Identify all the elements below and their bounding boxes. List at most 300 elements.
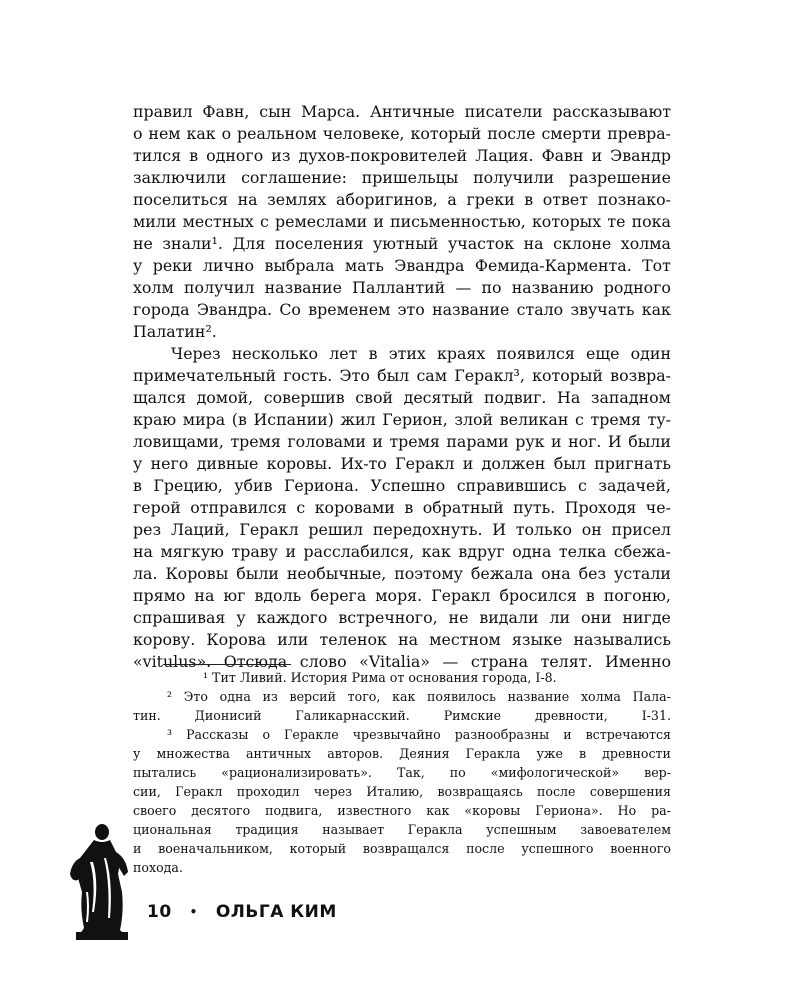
text-line xyxy=(133,563,671,585)
word: как xyxy=(421,542,451,561)
word: Герион, xyxy=(382,410,448,429)
footnote-word: сии, xyxy=(133,784,161,799)
word: задачей, xyxy=(598,476,671,495)
word: лет xyxy=(329,344,358,363)
word: этих xyxy=(388,344,426,363)
word: погоню, xyxy=(603,586,671,605)
footnote-word: как xyxy=(426,803,450,818)
word: греки xyxy=(466,190,515,209)
word: и xyxy=(462,454,474,473)
word: поселиться xyxy=(133,190,228,209)
word: землях xyxy=(267,190,327,209)
word: десятый xyxy=(403,388,474,407)
word: Через xyxy=(171,344,221,363)
word: коровы. xyxy=(266,454,333,473)
footnote-word: возвращаясь xyxy=(437,784,523,799)
word: ног. xyxy=(568,432,602,451)
word: На xyxy=(557,388,581,407)
word: Фавн, xyxy=(202,102,250,121)
word: родного xyxy=(603,278,671,297)
word: нигде xyxy=(622,608,671,627)
word: появился xyxy=(496,344,575,363)
author-name: ОЛЬГА КИМ xyxy=(215,902,337,922)
footnote-word: Рассказы xyxy=(186,727,249,742)
word: И xyxy=(492,520,507,539)
word: как xyxy=(641,300,671,319)
word: дивные xyxy=(196,454,259,473)
word: получили xyxy=(473,168,555,187)
footnote-word: встречаются xyxy=(585,727,671,742)
word: — xyxy=(455,278,472,297)
word: передохнуть. xyxy=(372,520,483,539)
text-line xyxy=(133,431,671,453)
word: названию xyxy=(511,278,594,297)
word: парами xyxy=(446,432,509,451)
word: лично xyxy=(202,256,255,275)
word: в xyxy=(585,586,595,605)
word: познако- xyxy=(597,190,671,209)
footnote-line xyxy=(133,782,671,801)
word: коровами xyxy=(314,498,395,517)
word: которых xyxy=(531,212,602,231)
footnote-word: «коровы xyxy=(464,803,521,818)
word: местных xyxy=(182,212,254,231)
word: а xyxy=(447,190,457,209)
text-line xyxy=(133,519,671,541)
footnote-word: ¹ Тит Ливий. История Рима от основания города, I-8. xyxy=(203,670,557,685)
word: пришельцы xyxy=(361,168,459,187)
word: Тот xyxy=(642,256,671,275)
footnote-word: Геракла xyxy=(465,746,521,761)
footer-bullet: • xyxy=(189,905,198,919)
word: человеке, xyxy=(322,124,405,143)
footnote-word: Геракла xyxy=(407,822,463,837)
word: головами xyxy=(287,432,366,451)
word: прямо xyxy=(133,586,186,605)
word: сын xyxy=(259,102,292,121)
footnote-word: который xyxy=(289,841,347,856)
word: местном xyxy=(429,630,501,649)
word: совершив xyxy=(263,388,345,407)
word: ли xyxy=(549,608,571,627)
word: в xyxy=(404,498,414,517)
body-text xyxy=(133,101,671,673)
word: в xyxy=(189,146,199,165)
footnote-word: Дионисий xyxy=(194,708,262,723)
word: спрашивая xyxy=(133,608,226,627)
footnote-word: в xyxy=(578,746,587,761)
text-line xyxy=(133,321,671,343)
word: поэтому xyxy=(394,564,463,583)
word: это xyxy=(397,300,425,319)
text-line xyxy=(133,233,671,255)
footnote-word: Геракле xyxy=(284,727,339,742)
footnote-word: военачальником, xyxy=(158,841,273,856)
word: че- xyxy=(645,498,671,517)
word: пока xyxy=(631,212,671,231)
word: «Vitalia» xyxy=(359,652,430,671)
word: без xyxy=(578,564,607,583)
word: с xyxy=(259,212,269,231)
word: Геракл xyxy=(431,586,491,605)
footnote-word: Деяния xyxy=(399,746,450,761)
word: жил xyxy=(340,410,376,429)
footnote-line xyxy=(133,858,671,877)
word: уютный xyxy=(373,234,439,253)
word: злой xyxy=(454,410,494,429)
word: и xyxy=(372,432,383,451)
word: Фемида-Кармента. xyxy=(474,256,632,275)
text-line xyxy=(133,585,671,607)
word: тремя xyxy=(590,410,641,429)
word: языке xyxy=(511,630,563,649)
word: возвра- xyxy=(610,366,671,385)
word: каждого xyxy=(256,608,328,627)
word: по xyxy=(481,278,502,297)
word: или xyxy=(277,630,309,649)
word: Эвандр xyxy=(610,146,671,165)
footnote-word: Так, xyxy=(396,765,425,780)
footnote-line xyxy=(133,801,671,820)
word: не xyxy=(133,234,153,253)
word: на xyxy=(523,234,544,253)
word: который xyxy=(410,124,482,143)
word: Это xyxy=(339,366,370,385)
word: Эвандра xyxy=(394,256,465,275)
word: были xyxy=(236,564,279,583)
word: Отсюда xyxy=(223,652,288,671)
word: путь. xyxy=(513,498,556,517)
word: одна xyxy=(512,542,552,561)
text-line xyxy=(133,365,671,387)
footnote-word: по xyxy=(449,765,466,780)
footnote-word: известного xyxy=(337,803,412,818)
word: (в xyxy=(231,410,247,429)
word: мира xyxy=(182,410,226,429)
word: берега xyxy=(310,586,367,605)
word: сам xyxy=(416,366,447,385)
footnote-word: ³ xyxy=(167,727,173,742)
word: вдруг xyxy=(458,542,505,561)
word: бросился xyxy=(499,586,577,605)
word: слово xyxy=(299,652,347,671)
word: видали xyxy=(479,608,539,627)
word: название xyxy=(432,300,510,319)
footnote-word: из xyxy=(262,689,278,704)
word: Фавн xyxy=(541,146,584,165)
word: соглашение: xyxy=(241,168,347,187)
footnote-word: после xyxy=(466,841,505,856)
footnote-word: Пала- xyxy=(632,689,671,704)
word: краю xyxy=(133,410,177,429)
word: реки xyxy=(152,256,193,275)
word: с xyxy=(578,476,587,495)
word: на xyxy=(398,630,419,649)
text-line xyxy=(133,101,671,123)
footnote-word: античных xyxy=(246,746,312,761)
word: присел xyxy=(611,520,671,539)
word: который xyxy=(532,366,603,385)
text-line xyxy=(133,277,671,299)
word: тремя xyxy=(230,432,281,451)
footnote-word: десятого xyxy=(191,803,251,818)
word: решил xyxy=(308,520,364,539)
word: должен xyxy=(481,454,546,473)
word: И xyxy=(607,432,622,451)
word: и xyxy=(551,432,562,451)
word: моря. xyxy=(375,586,423,605)
footnote-word: авторов. xyxy=(327,746,384,761)
footnote-word: циональная xyxy=(133,822,212,837)
word: у xyxy=(236,608,246,627)
word: духов-покровителей xyxy=(298,146,468,165)
word: ту- xyxy=(647,410,671,429)
footnote-line xyxy=(133,725,671,744)
word: траву xyxy=(231,542,278,561)
roman-statue-icon xyxy=(66,822,132,944)
footnote-word: традиция xyxy=(235,822,299,837)
word: на xyxy=(237,190,258,209)
page-footer xyxy=(147,902,337,922)
word: нем xyxy=(148,124,181,143)
word: несколько xyxy=(231,344,319,363)
word: был xyxy=(553,454,586,473)
word: знали¹. xyxy=(162,234,223,253)
word: склоне xyxy=(553,234,612,253)
word: справившись xyxy=(456,476,567,495)
word: Коровы xyxy=(165,564,229,583)
word: стало xyxy=(516,300,564,319)
word: в xyxy=(133,476,142,495)
word: теленок xyxy=(319,630,387,649)
word: него xyxy=(150,454,189,473)
footnote-word: уже xyxy=(536,746,563,761)
footnote-word: вер- xyxy=(644,765,671,780)
word: свой xyxy=(355,388,393,407)
word: необычные, xyxy=(286,564,387,583)
footnote-word: и xyxy=(133,841,142,856)
word: пригнать xyxy=(594,454,671,473)
word: название xyxy=(264,278,342,297)
footnote-word: подвига, xyxy=(265,803,323,818)
footnote-word: военного xyxy=(610,841,671,856)
word: Геракл xyxy=(239,520,299,539)
word: Палатин². xyxy=(133,322,217,341)
word: выбрала xyxy=(264,256,335,275)
word: аборигинов, xyxy=(335,190,438,209)
word: писатели xyxy=(464,102,543,121)
footnote-word: тин. xyxy=(133,708,161,723)
footnote-line xyxy=(133,839,671,858)
word: тремя xyxy=(389,432,440,451)
footnote-word: через xyxy=(313,784,353,799)
word: письменностью, xyxy=(390,212,526,231)
footnote-word: проходил xyxy=(236,784,300,799)
footnote-word: у xyxy=(133,746,141,761)
word: в xyxy=(524,190,534,209)
word: мили xyxy=(133,212,177,231)
word: один xyxy=(630,344,671,363)
word: заключили xyxy=(133,168,227,187)
word: она xyxy=(541,564,571,583)
footnote-word: того, xyxy=(347,689,381,704)
footnote-word: древности, xyxy=(535,708,608,723)
footnote-word: множества xyxy=(156,746,230,761)
word: отправился xyxy=(190,498,287,517)
word: не xyxy=(448,608,469,627)
text-line xyxy=(133,211,671,233)
text-line xyxy=(133,387,671,409)
word: Геракл³, xyxy=(454,366,525,385)
footnote-line xyxy=(133,668,671,687)
footnote-word: о xyxy=(262,727,271,742)
word: смерти xyxy=(541,124,602,143)
footnote-line xyxy=(133,744,671,763)
text-line xyxy=(133,123,671,145)
word: корову. xyxy=(133,630,196,649)
word: щался xyxy=(133,388,186,407)
word: холм xyxy=(133,278,174,297)
word: и xyxy=(591,146,603,165)
footnote-word: как xyxy=(392,689,416,704)
footnote-word: Геракл xyxy=(175,784,223,799)
footnote-word: успешного xyxy=(521,841,594,856)
word: «vitulus». xyxy=(133,652,212,671)
footnote-word: называет xyxy=(322,822,385,837)
word: примечательный xyxy=(133,366,277,385)
word: о xyxy=(133,124,143,143)
word: мать xyxy=(344,256,384,275)
word: обратный xyxy=(422,498,504,517)
footnote-word: Италию, xyxy=(366,784,424,799)
text-line xyxy=(133,299,671,321)
word: телка xyxy=(558,542,607,561)
footnote-word: совершения xyxy=(589,784,671,799)
word: в xyxy=(368,344,378,363)
footnote-line xyxy=(133,763,671,782)
word: Испании) xyxy=(253,410,334,429)
text-line xyxy=(133,343,671,365)
page-number: 10 xyxy=(147,902,172,922)
word: Лаций, xyxy=(170,520,230,539)
word: ответ xyxy=(542,190,588,209)
word: тился xyxy=(133,146,182,165)
word: вдоль xyxy=(254,586,302,605)
word: Лация. xyxy=(475,146,534,165)
word: герой xyxy=(133,498,181,517)
word: страна xyxy=(470,652,528,671)
word: города xyxy=(133,300,190,319)
footnote-word: ² xyxy=(167,689,173,704)
word: был xyxy=(377,366,410,385)
footnote-word: пытались xyxy=(133,765,197,780)
footnote-word: Это xyxy=(183,689,208,704)
word: о xyxy=(221,124,232,143)
text-line xyxy=(133,475,671,497)
word: превра- xyxy=(607,124,671,143)
footnote-word: своего xyxy=(133,803,177,818)
text-line xyxy=(133,453,671,475)
word: ремеслами xyxy=(275,212,368,231)
word: они xyxy=(580,608,612,627)
footnote-word: «рационализировать». xyxy=(221,765,372,780)
word: Со xyxy=(279,300,301,319)
word: сбежа- xyxy=(613,542,671,561)
word: и xyxy=(373,212,384,231)
word: Античные xyxy=(370,102,455,121)
word: из xyxy=(271,146,291,165)
word: Именно xyxy=(605,652,671,671)
word: убив xyxy=(234,476,273,495)
footnote-word: Но xyxy=(617,803,637,818)
word: только xyxy=(515,520,573,539)
word: поселения xyxy=(274,234,364,253)
word: холма xyxy=(620,234,671,253)
text-line xyxy=(133,409,671,431)
word: правил xyxy=(133,102,193,121)
footnote-word: I-31. xyxy=(641,708,671,723)
word: Их-то xyxy=(340,454,387,473)
footnote-word: завоевателем xyxy=(580,822,671,837)
word: западном xyxy=(590,388,671,407)
text-line xyxy=(133,167,671,189)
word: получил xyxy=(184,278,255,297)
word: были xyxy=(628,432,671,451)
footnote-word: после xyxy=(537,784,576,799)
word: устали xyxy=(614,564,671,583)
footnote-word: чрезвычайно xyxy=(352,727,441,742)
text-line xyxy=(133,497,671,519)
word: с xyxy=(296,498,306,517)
footnote-word: разнообразны xyxy=(454,727,550,742)
word: разрешение xyxy=(568,168,671,187)
footnote-word: Галикарнасский. xyxy=(295,708,410,723)
word: Грецию, xyxy=(153,476,223,495)
word: домой, xyxy=(196,388,254,407)
text-line xyxy=(133,189,671,211)
word: телят. xyxy=(540,652,593,671)
word: Геракл xyxy=(395,454,455,473)
word: Успешно xyxy=(370,476,446,495)
footnote-word: и xyxy=(563,727,572,742)
footnotes xyxy=(133,668,671,877)
footnote-word: название xyxy=(507,689,570,704)
footnote-line xyxy=(133,820,671,839)
word: реальном xyxy=(237,124,317,143)
word: юг xyxy=(223,586,246,605)
word: с xyxy=(575,410,584,429)
footnote-word: похода. xyxy=(133,860,183,875)
footnote-word: появилось xyxy=(427,689,496,704)
word: как xyxy=(186,124,216,143)
footnote-word: возвращался xyxy=(362,841,450,856)
text-line xyxy=(133,145,671,167)
word: и xyxy=(285,542,296,561)
word: рассказывают xyxy=(552,102,671,121)
word: Марса. xyxy=(301,102,361,121)
footnote-word: холма xyxy=(580,689,621,704)
word: Эвандра. xyxy=(196,300,273,319)
word: встречного, xyxy=(338,608,438,627)
word: ла. xyxy=(133,564,158,583)
word: звучать xyxy=(570,300,635,319)
word: участок xyxy=(447,234,515,253)
footnote-word: ра- xyxy=(651,803,671,818)
word: Проходя xyxy=(564,498,637,517)
word: краях xyxy=(437,344,486,363)
footnote-word: одна xyxy=(219,689,251,704)
word: у xyxy=(133,256,143,275)
